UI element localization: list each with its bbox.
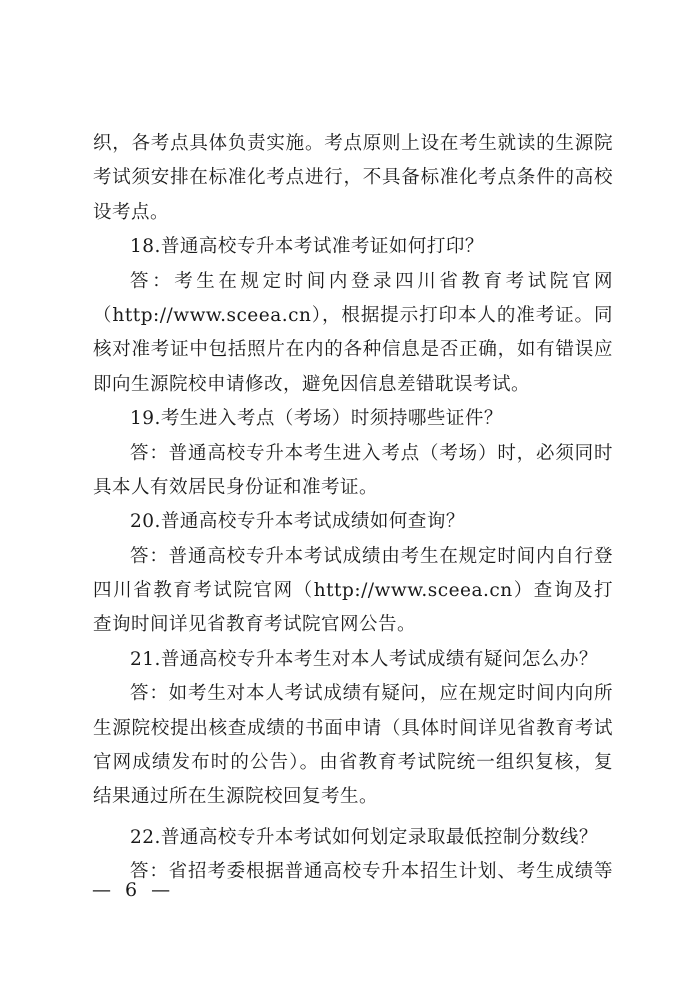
document-body: [93, 127, 613, 890]
question-heading-18: 18.普通高校专升本考试准考证如何打印？: [130, 236, 484, 258]
page-number: — 6 —: [92, 879, 175, 901]
answer-line: 答：普通高校专升本考生进入考点（考场）时，必须同时: [130, 442, 613, 464]
question-heading-22: 22.普通高校专升本考试如何划定录取最低控制分数线？: [130, 826, 598, 848]
answer-line: 查询时间详见省教育考试院官网公告。: [93, 614, 417, 636]
answer-line: 生源院校提出核查成绩的书面申请（具体时间详见省教育考试: [93, 717, 613, 739]
answer-line: 答：考生在规定时间内登录四川省教育考试院官网: [130, 270, 613, 292]
answer-line: 四川省教育考试院官网（http://www.sceea.cn）查询及打: [93, 580, 613, 602]
paragraph-line: 考试须安排在标准化考点进行，不具备标准化考点条件的高校: [93, 167, 613, 189]
answer-line: 核对准考证中包括照片在内的各种信息是否正确，如有错误应: [93, 339, 613, 361]
answer-line: 答：普通高校专升本考试成绩由考生在规定时间内自行登: [130, 545, 613, 567]
question-heading-20: 20.普通高校专升本考试成绩如何查询？: [130, 511, 465, 533]
paragraph-line: 设考点。: [93, 201, 170, 223]
answer-line: 官网成绩发布时的公告）。由省教育考试院统一组织复核，复: [93, 752, 613, 774]
answer-line: 答：省招考委根据普通高校专升本招生计划、考生成绩等: [130, 861, 613, 883]
answer-line: 结果通过所在生源院校回复考生。: [93, 786, 379, 808]
question-heading-21: 21.普通高校专升本考生对本人考试成绩有疑问怎么办？: [130, 648, 598, 670]
question-heading-19: 19.考生进入考点（考场）时须持哪些证件？: [130, 408, 503, 430]
answer-line: 即向生源院校申请修改，避免因信息差错耽误考试。: [93, 373, 531, 395]
answer-line: 答：如考生对本人考试成绩有疑问，应在规定时间内向所: [130, 683, 613, 705]
paragraph-line: 织，各考点具体负责实施。考点原则上设在考生就读的生源院: [93, 133, 613, 154]
answer-line: （http://www.sceea.cn），根据提示打印本人的准考证。同: [93, 304, 613, 326]
answer-line: 具本人有效居民身份证和准考证。: [93, 476, 379, 498]
